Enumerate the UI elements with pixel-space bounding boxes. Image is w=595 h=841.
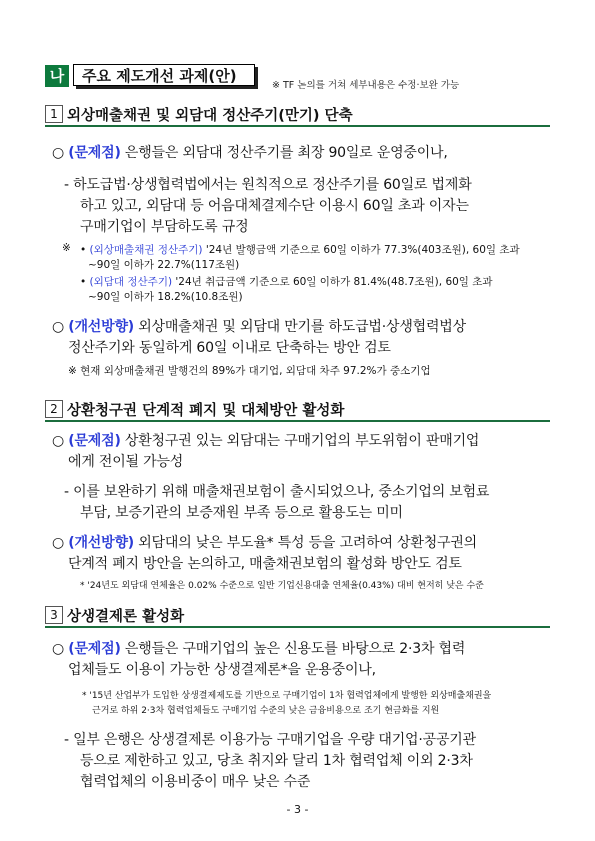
topic-1-sub-line: 구매기업이 부담하도록 규정 — [80, 219, 249, 235]
topic-1-heading — [45, 103, 550, 127]
topic-title: 외상매출채권 및 외담대 정산주기(만기) 단축 — [67, 108, 353, 124]
problem-label: (문제점) — [68, 641, 121, 657]
topic-2-sub-line: 부담, 보증기관의 보증재원 부족 등으로 활용도는 미미 — [80, 505, 403, 521]
topic-2-problem: ○ (문제점) 상환청구권 있는 외담대는 구매기업의 부도위험이 판매기업 — [52, 433, 480, 449]
reference-item: • (외담대 정산주기) '24년 취급금액 기준으로 60일 이하가 81.4%(48.7조원), 60일 초과 — [80, 276, 493, 288]
problem-text: 은행들은 외담대 정산주기를 최장 90일로 운영중이나, — [120, 145, 448, 161]
bullet-icon: ○ — [52, 319, 69, 335]
topic-number: 3 — [45, 606, 63, 624]
improvement-note: ※ 현재 외상매출채권 발행건의 89%가 대기업, 외담대 차주 97.2%가 중소기업 — [68, 365, 431, 377]
topic-2-improvement: ○ (개선방향) 외담대의 낮은 부도율* 특성 등을 고려하여 상환청구권의 — [52, 535, 477, 551]
section-title: 주요 제도개선 과제(안) — [73, 64, 255, 86]
problem-label: (문제점) — [68, 433, 121, 449]
problem-label: (문제점) — [68, 145, 121, 161]
topic-3-sub-line: 등으로 제한하고 있고, 당초 취지와 달리 1차 협력업체 이외 2·3차 — [80, 753, 473, 769]
reference-item-cont: ~90일 이하가 22.7%(117조원) — [88, 259, 240, 271]
reference-label: (외담대 정산주기) — [89, 276, 173, 288]
topic-title: 상환청구권 단계적 폐지 및 대체방안 활성화 — [67, 403, 345, 419]
bullet-icon: ○ — [52, 535, 69, 551]
topic-3-problem: ○ (문제점) 은행들은 구매기업의 높은 신용도를 바탕으로 2·3차 협력 — [52, 641, 466, 657]
bullet-icon: ○ — [52, 145, 69, 161]
reference-item-cont: ~90일 이하가 18.2%(10.8조원) — [88, 291, 243, 303]
topic-1-sub-line: - 하도급법·상생협력법에서는 원칙적으로 정산주기를 60일로 법제화 — [64, 177, 472, 193]
topic-3-heading — [45, 604, 550, 628]
topic-1-sub-line: 하고 있고, 외담대 등 어음대체결제수단 이용시 60일 초과 이자는 — [80, 198, 469, 214]
improvement-label: (개선방향) — [68, 535, 134, 551]
improvement-line: 정산주기와 동일하게 60일 이내로 단축하는 방안 검토 — [68, 340, 391, 356]
footnote-line: * '15년 산업부가 도입한 상생결제제도를 기반으로 구매기업이 1차 협력업체에게 발행한 외상매출채권을 — [82, 691, 492, 701]
topic-3-sub-line: 협력업체의 이용비중이 매우 낮은 수준 — [80, 774, 311, 790]
topic-title: 상생결제론 활성화 — [67, 609, 185, 625]
topic-3-sub-line: - 일부 은행은 상생결제론 이용가능 구매기업을 우량 대기업·공공기관 — [64, 732, 476, 748]
improvement-note: * '24년도 외담대 연체율은 0.02% 수준으로 일반 기업신용대출 연체율(0.43%) 대비 현저히 낮은 수준 — [80, 581, 484, 591]
improvement-line: 단계적 폐지 방안을 논의하고, 매출채권보험의 활성화 방안도 검토 — [68, 556, 462, 572]
section-badge: 나 — [45, 65, 69, 87]
topic-2-sub-line: - 이를 보완하기 위해 매출채권보험이 출시되었으나, 중소기업의 보험료 — [64, 484, 490, 500]
problem-line: 업체들도 이용이 가능한 상생결제론*을 운용중이나, — [68, 662, 376, 678]
reference-mark: ※ — [62, 242, 71, 254]
bullet-icon: ○ — [52, 641, 69, 657]
improvement-label: (개선방향) — [68, 319, 134, 335]
topic-number: 2 — [45, 400, 63, 418]
footnote-line: 근거로 하위 2·3차 협력업체들도 구매기업 수준의 낮은 금융비용으로 조기 현금화를 지원 — [92, 706, 440, 716]
revision-note: ※ TF 논의를 거쳐 세부내용은 수정·보완 가능 — [272, 80, 460, 91]
bullet-icon: ○ — [52, 433, 69, 449]
reference-item: • (외상매출채권 정산주기) '24년 발행금액 기준으로 60일 이하가 77.3%(403조원), 60일 초과 — [80, 244, 520, 256]
problem-line: 에게 전이될 가능성 — [68, 454, 184, 470]
topic-2-heading — [45, 398, 550, 422]
topic-1-improvement: ○ (개선방향) 외상매출채권 및 외담대 만기를 하도급법·상생협력법상 — [52, 319, 466, 335]
page-number: - 3 - — [286, 803, 309, 816]
topic-1-problem — [52, 142, 448, 162]
topic-number: 1 — [45, 105, 63, 123]
reference-label: (외상매출채권 정산주기) — [89, 244, 203, 256]
